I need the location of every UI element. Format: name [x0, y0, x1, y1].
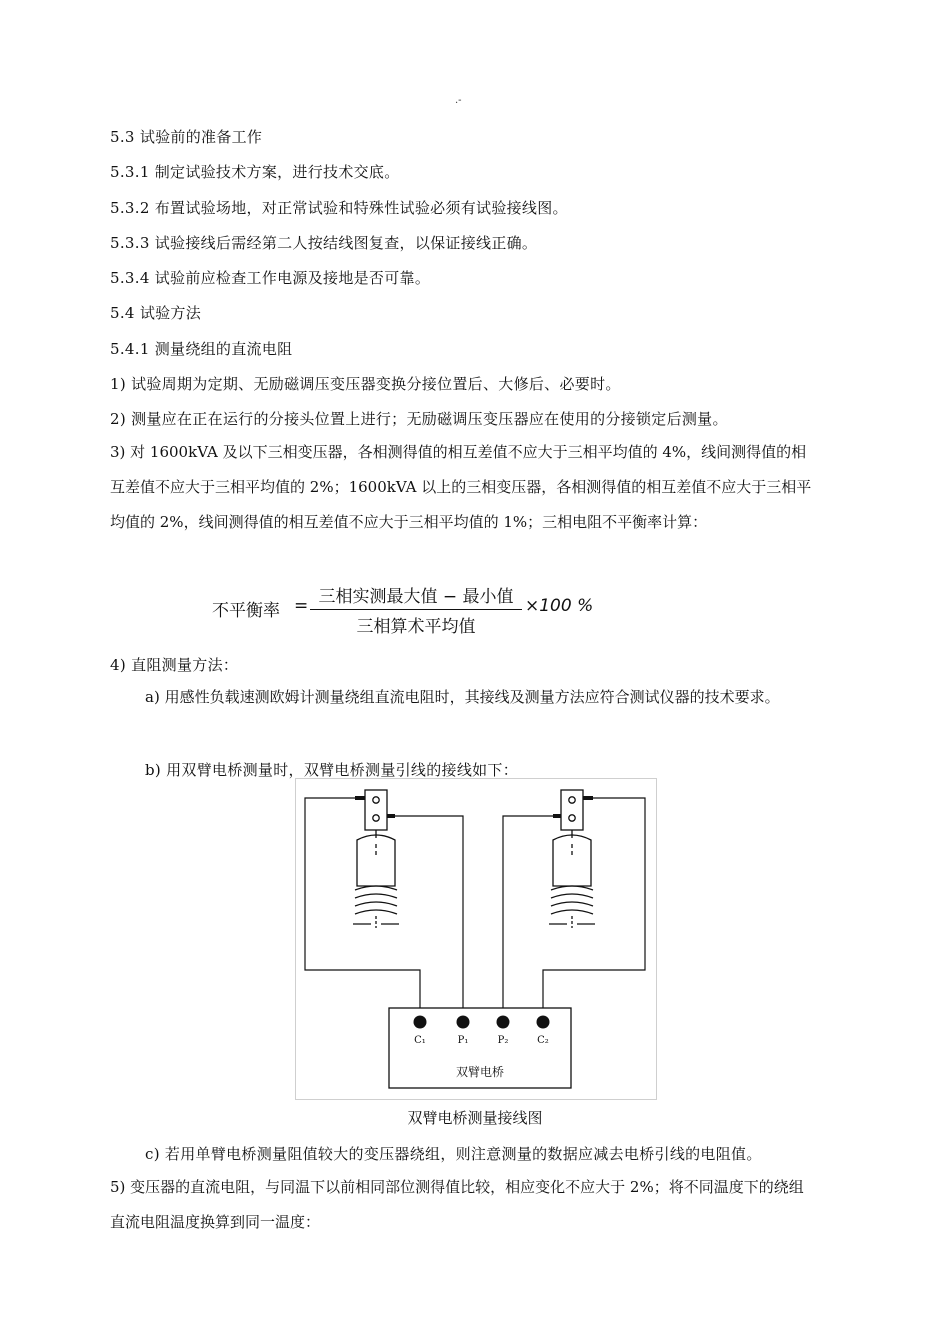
- formula-factor: ×100 %: [525, 596, 594, 616]
- paragraph-5: 5) 变压器的直流电阻，与同温下以前相同部位测得值比较，相应变化不应大于 2%；将不同温度下的绕组直流电阻温度换算到同一温度：: [110, 1178, 804, 1231]
- label-p1: P₁: [457, 1035, 469, 1046]
- bridge-label: 双臂电桥: [455, 1065, 505, 1079]
- item-5-3-2: 5.3.2 布置试验场地，对正常试验和特殊性试验必须有试验接线图。: [110, 199, 568, 217]
- terminal-c1: [414, 1016, 427, 1029]
- item-5-4-1: 5.4.1 测量绕组的直流电阻: [110, 340, 293, 358]
- terminal-p2: [497, 1016, 510, 1029]
- formula-numerator: 三相实测最大值 − 最小值: [318, 587, 514, 607]
- formula-equals: =: [294, 596, 309, 616]
- page-header-mark: .-: [455, 95, 462, 106]
- paragraph-4: 4) 直阻测量方法：: [110, 656, 239, 674]
- figure-caption: 双臂电桥测量接线图: [407, 1109, 543, 1127]
- section-5-3-heading: 5.3 试验前的准备工作: [110, 128, 263, 146]
- terminal-p1: [457, 1016, 470, 1029]
- paragraph-a: [145, 680, 815, 715]
- formula-denominator: 三相算术平均值: [356, 617, 476, 637]
- terminal-c2: [537, 1016, 550, 1029]
- paragraph-3: 3) 对 1600kVA 及以下三相变压器，各相测得值的相互差值不应大于三相平均值的 4%，线间测得值的相互差值不应大于三相平均值的 2%；1600kVA 以上的三相变压器，各相测得值的相互差值不应大于三相平均值的 2%，线间测得值的相互差值不应大于三相平均值的 1%；三相电阻不平衡率计算：: [110, 443, 812, 531]
- section-5-4-heading: 5.4 试验方法: [110, 304, 202, 322]
- item-5-3-3: 5.3.3 试验接线后需经第二人按结线图复查，以保证接线正确。: [110, 234, 538, 252]
- paragraph-a-text: a) 用感性负载速测欧姆计测量绕组直流电阻时，其接线及测量方法应符合测试仪器的技术要求。: [145, 688, 780, 706]
- formula-lhs: 不平衡率: [212, 601, 280, 621]
- item-5-3-4: 5.3.4 试验前应检查工作电源及接地是否可靠。: [110, 269, 431, 287]
- fraction-bar: [310, 609, 522, 610]
- paragraph-b: b) 用双臂电桥测量时，双臂电桥测量引线的接线如下：: [145, 761, 519, 779]
- paragraph-1: 1) 试验周期为定期、无励磁调压变压器变换分接位置后、大修后、必要时。: [110, 375, 621, 393]
- double-bridge-wiring-diagram: [295, 778, 657, 1100]
- item-5-3-1: 5.3.1 制定试验技术方案，进行技术交底。: [110, 163, 400, 181]
- imbalance-formula: [212, 578, 632, 638]
- label-p2: P₂: [497, 1035, 509, 1046]
- label-c1: C₁: [414, 1035, 426, 1046]
- paragraph-2: 2) 测量应在正在运行的分接头位置上进行；无励磁调压变压器应在使用的分接锁定后测量。: [110, 410, 728, 428]
- paragraph-c: c) 若用单臂电桥测量阻值较大的变压器绕组，则注意测量的数据应减去电桥引线的电阻值。: [145, 1145, 762, 1163]
- label-c2: C₂: [537, 1035, 549, 1046]
